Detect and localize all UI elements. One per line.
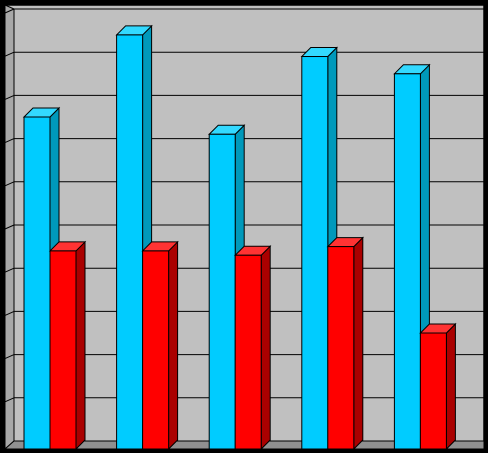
bar-series2-cat4	[328, 247, 354, 449]
bar-series1-cat1	[24, 117, 50, 449]
bar-side-series2-cat4	[354, 238, 363, 449]
bar-series1-cat2	[117, 35, 143, 449]
bar-side-series2-cat5	[446, 324, 455, 449]
bar-side-series2-cat1	[76, 242, 85, 449]
bar-side-series2-cat3	[261, 246, 270, 449]
bar-series2-cat1	[50, 251, 76, 449]
bar-side-series2-cat2	[169, 242, 178, 449]
bar-series1-cat4	[302, 57, 328, 449]
bar-series2-cat5	[420, 333, 446, 449]
bar-series1-cat5	[394, 74, 420, 449]
bar-series2-cat2	[143, 251, 169, 449]
bar-series1-cat3	[209, 134, 235, 449]
bar-series2-cat3	[235, 255, 261, 449]
